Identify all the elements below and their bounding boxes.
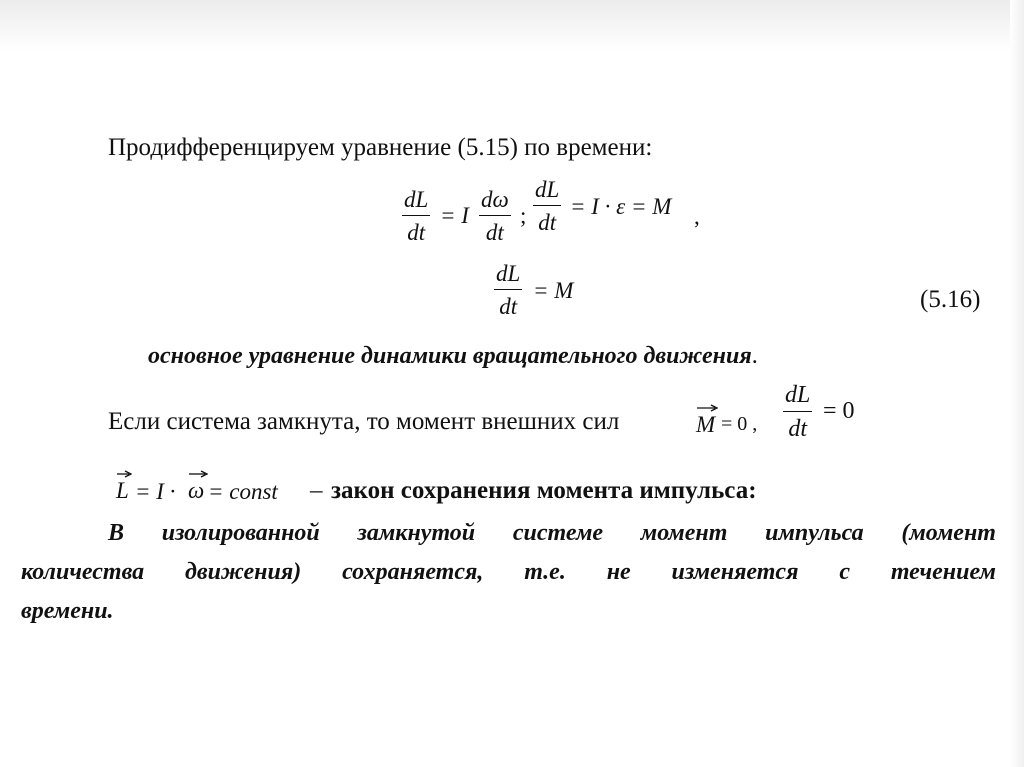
page-top-shadow bbox=[0, 0, 1024, 52]
fraction-numerator: dL bbox=[535, 177, 560, 202]
fraction-dl-dt bbox=[533, 178, 561, 234]
vector-m bbox=[696, 413, 715, 436]
fraction-dl-dt bbox=[494, 262, 522, 318]
statement-word: В bbox=[108, 520, 125, 546]
closed-system-text: Если система замкнута, то момент внешних сил bbox=[108, 408, 620, 435]
fraction-numerator: dL bbox=[496, 261, 521, 286]
fraction-numerator: dω bbox=[481, 187, 509, 212]
vector-letter: L bbox=[116, 478, 129, 503]
statement-word: изолированной bbox=[161, 520, 320, 546]
vector-arrow-icon bbox=[696, 404, 718, 412]
fraction-domega-dt bbox=[479, 188, 511, 244]
vector-letter: ω bbox=[188, 478, 205, 503]
statement-line-2 bbox=[21, 559, 996, 586]
fraction-dl-dt bbox=[402, 188, 430, 244]
equation-number: (5.16) bbox=[920, 286, 981, 313]
equation-segment: = 0 , bbox=[721, 413, 758, 435]
vector-arrow-icon bbox=[188, 470, 208, 478]
caption-period: . bbox=[751, 343, 758, 369]
statement-word: изменяется bbox=[671, 559, 799, 585]
law-label: закон сохранения момента импульса: bbox=[331, 477, 757, 504]
statement-word: движения) bbox=[185, 559, 302, 585]
statement-word: с bbox=[839, 559, 850, 585]
equation-comma: , bbox=[694, 204, 700, 229]
vector-letter: M bbox=[696, 412, 716, 437]
equation-separator: ; bbox=[520, 203, 527, 228]
vector-arrow-icon bbox=[116, 470, 132, 478]
statement-line-1 bbox=[108, 520, 996, 547]
statement-word: замкнутой bbox=[357, 520, 476, 546]
equation-segment: = 0 bbox=[823, 398, 855, 424]
fraction-dl-dt bbox=[783, 383, 812, 441]
fraction-denominator: dt bbox=[538, 210, 557, 236]
equation-segment: = const bbox=[208, 479, 278, 504]
statement-word: количества bbox=[21, 559, 145, 585]
statement-word: импульса bbox=[765, 520, 864, 546]
statement-word: т.е. bbox=[524, 559, 566, 585]
fraction-numerator: dL bbox=[785, 382, 811, 408]
page-right-shadow bbox=[1010, 0, 1024, 767]
equation-segment: = I · bbox=[135, 479, 176, 504]
equation-segment: = I · ε = M bbox=[570, 194, 672, 219]
statement-word: сохраняется, bbox=[342, 559, 484, 585]
caption-text: основное уравнение динамики вращательного движения bbox=[148, 343, 752, 369]
statement-line-3: времени. bbox=[21, 598, 114, 624]
statement-word: (момент bbox=[901, 520, 996, 546]
statement-word: не bbox=[606, 559, 631, 585]
statement-word: момент bbox=[640, 520, 728, 546]
fraction-denominator: dt bbox=[485, 220, 504, 246]
equation-segment: = I bbox=[440, 203, 469, 228]
statement-word: системе bbox=[512, 520, 604, 546]
equation-segment: = M bbox=[533, 278, 574, 303]
law-dash: – bbox=[310, 477, 323, 504]
statement-word: течением bbox=[890, 559, 996, 585]
fraction-denominator: dt bbox=[499, 294, 518, 320]
fraction-numerator: dL bbox=[404, 187, 429, 212]
equation-caption bbox=[148, 343, 758, 370]
fraction-denominator: dt bbox=[407, 220, 426, 246]
fraction-denominator: dt bbox=[788, 416, 808, 443]
vector-omega bbox=[188, 479, 204, 502]
intro-text: Продифференцируем уравнение (5.15) по времени: bbox=[108, 134, 653, 161]
vector-l bbox=[116, 479, 129, 502]
